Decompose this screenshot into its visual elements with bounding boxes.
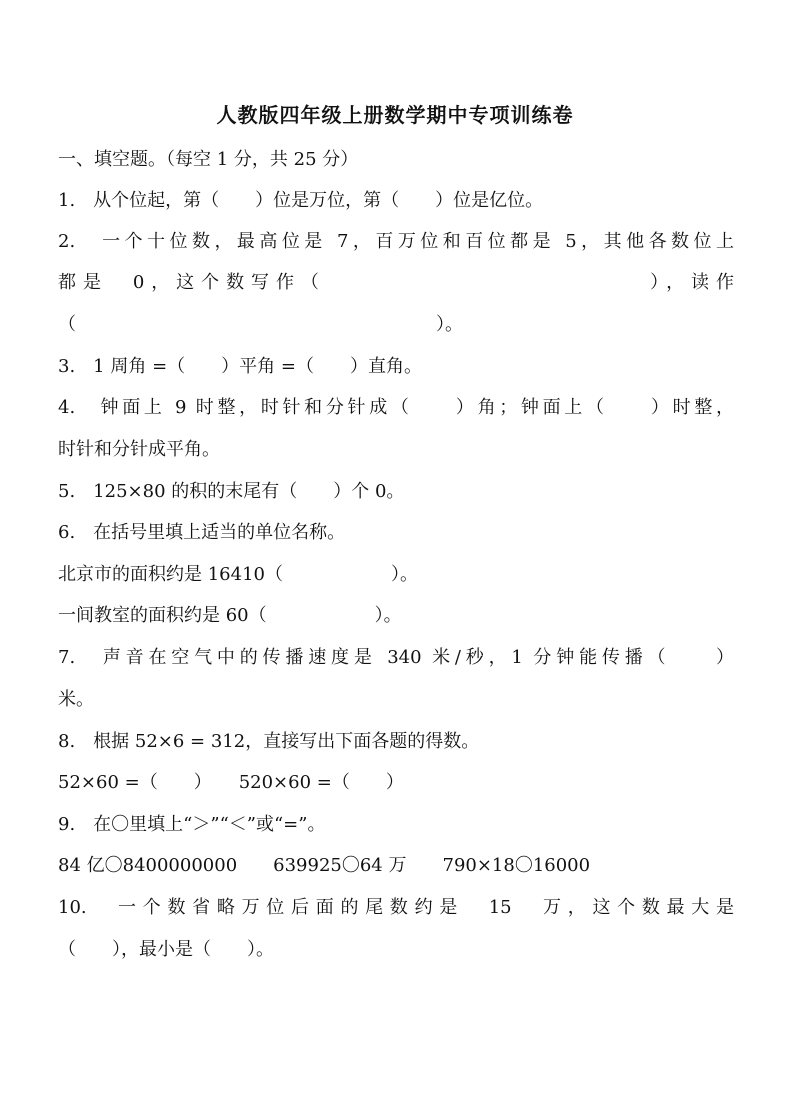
question-10-line-2: （ ），最小是（ ）。 — [58, 939, 274, 960]
question-9-items: 84 亿〇8400000000 639925〇64 万 790×18〇16000 — [58, 855, 591, 876]
question-8: 8. 根据 52×6 = 312，直接写出下面各题的得数。 — [58, 731, 480, 752]
question-8-items: 52×60 =（ ） 520×60 =（ ） — [58, 772, 404, 793]
question-5: 5. 125×80 的积的末尾有（ ）个 0。 — [58, 481, 405, 502]
worksheet-title: 人教版四年级上册数学期中专项训练卷 — [216, 103, 574, 127]
question-3: 3. 1 周角 =（ ）平角 =（ ）直角。 — [58, 356, 422, 377]
section-heading: 一、填空题。（每空 1 分，共 25 分） — [58, 149, 359, 170]
question-2-line-3: （ ）。 — [58, 314, 463, 335]
question-4-line-1: 4. 钟面上 9 时整，时针和分针成（ ）角；钟面上（ ）时整， — [58, 397, 734, 418]
question-7-line-1: 7. 声音在空气中的传播速度是 340 米/秒，1 分钟能传播（ ） — [58, 647, 734, 668]
question-1: 1. 从个位起，第（ ）位是万位，第（ ）位是亿位。 — [58, 190, 544, 211]
question-2-line-1: 2. 一个十位数，最高位是 7，百万位和百位都是 5，其他各数位上 — [58, 231, 734, 252]
question-7-line-2: 米。 — [58, 689, 94, 710]
question-6: 6. 在括号里填上适当的单位名称。 — [58, 522, 346, 543]
question-10-line-1: 10. 一个数省略万位后面的尾数约是 15 万，这个数最大是 — [58, 897, 734, 918]
question-6-item-2: 一间教室的面积约是 60（ ）。 — [58, 605, 402, 626]
question-9: 9. 在〇里填上“＞”“＜”或“=”。 — [58, 814, 326, 835]
question-2-line-2: 都是 0，这个数写作（ ），读作 — [58, 272, 734, 293]
question-4-line-2: 时针和分针成平角。 — [58, 439, 220, 460]
question-6-item-1: 北京市的面积约是 16410（ ）。 — [58, 564, 418, 585]
